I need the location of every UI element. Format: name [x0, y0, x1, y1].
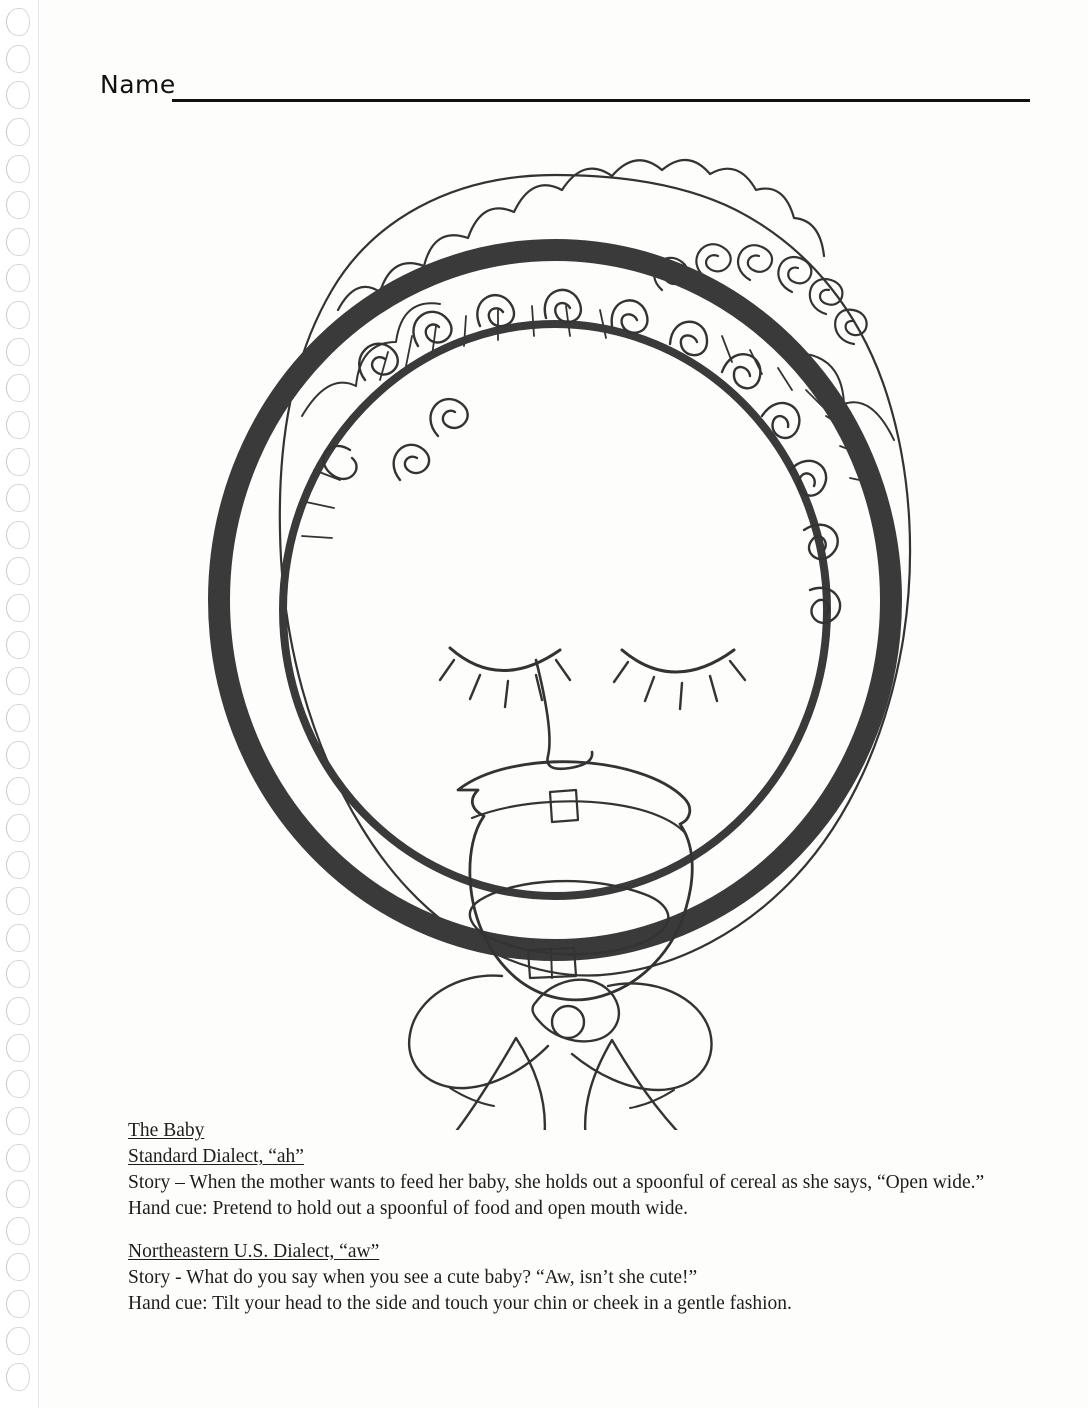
lesson-text-block [128, 1118, 988, 1316]
lesson-title: The Baby [128, 1120, 205, 1141]
spiral-hole [6, 521, 30, 549]
spiral-hole [6, 814, 30, 842]
spiral-hole [6, 81, 30, 109]
spiral-hole [6, 228, 30, 256]
spiral-hole [6, 155, 30, 183]
baby-face-illustration [150, 140, 960, 1130]
spiral-hole [6, 8, 30, 36]
section-2-story-label: Story - [128, 1266, 187, 1288]
spiral-hole [6, 1070, 30, 1098]
spiral-hole [6, 301, 30, 329]
spiral-hole [6, 741, 30, 769]
spiral-hole [6, 1034, 30, 1062]
section-1-story-label: Story – [128, 1171, 190, 1193]
spiral-hole [6, 777, 30, 805]
spiral-hole [6, 1290, 30, 1318]
spiral-hole [6, 264, 30, 292]
spiral-hole [6, 191, 30, 219]
section-2-hand-cue-label: Hand cue: [128, 1292, 213, 1314]
section-2-story-text: What do you say when you see a cute baby? “Aw, isn’t she cute!” [186, 1266, 698, 1288]
spiral-hole [6, 411, 30, 439]
section-1-hand-cue-label: Hand cue: [128, 1197, 213, 1219]
name-label: Name [100, 70, 176, 99]
section-1-hand-cue-text: Pretend to hold out a spoonful of food and open mouth wide. [212, 1197, 688, 1219]
spiral-hole [6, 1144, 30, 1172]
spiral-hole [6, 1107, 30, 1135]
spiral-hole [6, 1327, 30, 1355]
section-2-heading: Northeastern U.S. Dialect, “aw” [128, 1240, 380, 1262]
section-1-story [128, 1170, 988, 1196]
spiral-hole [6, 631, 30, 659]
section-divider [128, 1222, 988, 1239]
spiral-hole [6, 997, 30, 1025]
section-2-story [128, 1265, 988, 1291]
spiral-hole [6, 851, 30, 879]
spiral-hole [6, 118, 30, 146]
spiral-hole [6, 484, 30, 512]
spiral-hole [6, 1253, 30, 1281]
name-field-row [100, 70, 1030, 110]
name-write-line[interactable] [172, 99, 1030, 102]
section-1-story-text: When the mother wants to feed her baby, she holds out a spoonful of cereal as she says, “Open wide.” [189, 1171, 985, 1193]
spiral-hole [6, 1180, 30, 1208]
spiral-hole [6, 338, 30, 366]
spiral-hole [6, 667, 30, 695]
spiral-hole [6, 448, 30, 476]
spiral-hole [6, 374, 30, 402]
spiral-hole [6, 1363, 30, 1391]
spiral-hole [6, 1217, 30, 1245]
spiral-hole [6, 557, 30, 585]
spiral-binding-holes [2, 8, 36, 1400]
spiral-hole [6, 704, 30, 732]
section-2-hand-cue-text: Tilt your head to the side and touch your chin or cheek in a gentle fashion. [212, 1292, 792, 1314]
section-1-hand-cue [128, 1196, 988, 1222]
spiral-hole [6, 45, 30, 73]
spiral-hole [6, 924, 30, 952]
spiral-hole [6, 887, 30, 915]
section-2-hand-cue [128, 1291, 988, 1317]
spiral-hole [6, 594, 30, 622]
section-1-heading: Standard Dialect, “ah” [128, 1145, 304, 1167]
spiral-hole [6, 960, 30, 988]
